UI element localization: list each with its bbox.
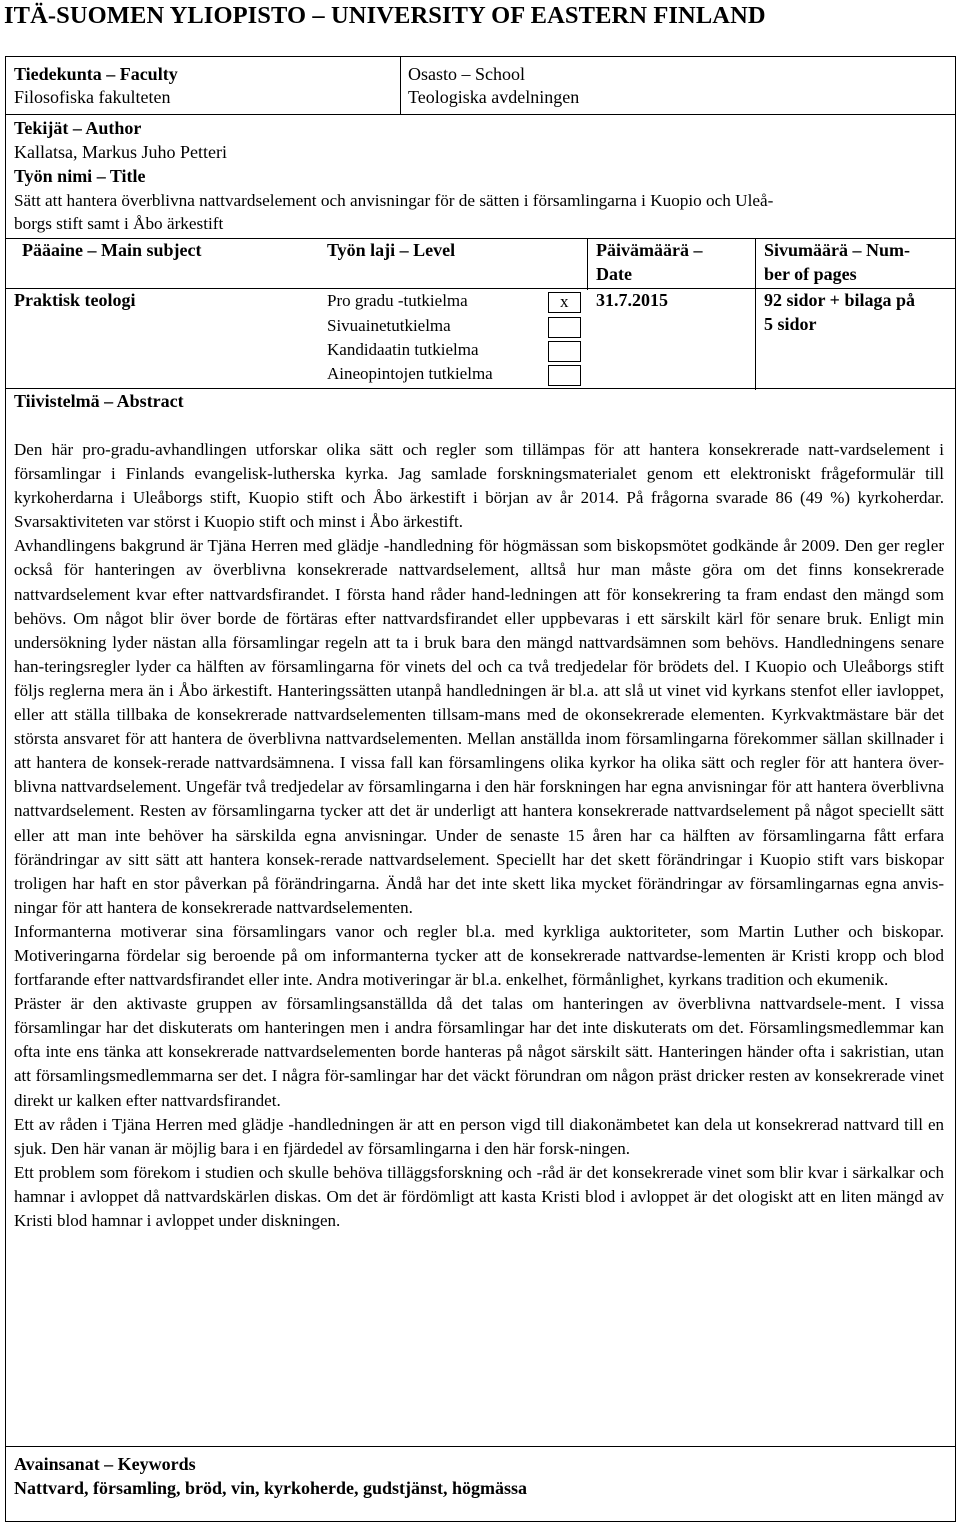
abstract-paragraph: Den här pro-gradu-avhandlingen utforskar olika sätt och regler som tillämpas för att hantera konsekrerade natt-vardselement i församlingar i Finlands evangelisk-lutherska kyrka. Jag samlade forskningsmaterialet genom ett elektroniskt frågeformulär till kyrkoherdarna i Uleåborgs stift, Kuopio stift och Åbo ärkestift i början av år 2014. På frågorna svarade 86 (49 %) kyrkoherdar. Svarsaktiviteten var störst i Kuopio stift och minst i Åbo ärkestift. (14, 440, 944, 532)
abstract-paragraph: Ett av råden i Tjäna Herren med glädje -handledningen är att en person vigd till diakonämbetet kan dela ut konsekrerad nattvard till en sjuk. Den här vanan är möjlig bara i en fjärdedel av församlingarna i den här forsk-ningen. (14, 1114, 944, 1158)
author-label: Tekijät – Author (14, 118, 142, 138)
pages-label-line-1: Sivumäärä – Num- (764, 240, 911, 260)
level-option-pro-gradu: Pro gradu -tutkielma (327, 291, 468, 310)
abstract-body (14, 438, 944, 1233)
date-label-line-2: Date (596, 264, 632, 284)
abstract-paragraph: Präster är den aktivaste gruppen av församlingsanställda då det talas om hanteringen av överblivna nattvardsele-ment. I vissa församlingar har det diskuterats om hanteringen men i andra församlingar har det inte diskuterats om det. Församlingsmedlemmar kan ofta inte ens tänka att konsekrerade nattvardselementen borde hanteras på något särskilt sätt. Hanteringen händer ofta i sakristian, utan att församlingsmedlemmarna ser det. I några för-samlingar har det väckt förundran om någon präst dricker resten av konsekrerade vinet direkt ur kalken efter nattvardsfirandet. (14, 994, 944, 1110)
university-header: ITÄ-SUOMEN YLIOPISTO – UNIVERSITY OF EASTERN FINLAND (4, 2, 766, 29)
author-value: Kallatsa, Markus Juho Petteri (14, 142, 227, 162)
divider-level-date (587, 238, 588, 290)
divider-date-pages (755, 238, 756, 390)
title-line-1: Sätt att hantera överblivna nattvardselement och anvisningar för de sätten i församlingarna i Kuopio och Uleå- (14, 191, 774, 210)
divider-keywords (5, 1446, 956, 1447)
divider-faculty-school (400, 56, 401, 114)
school-label: Osasto – School (408, 64, 525, 84)
pages-label-line-2: ber of pages (764, 264, 857, 284)
subject-label: Pääaine – Main subject (22, 240, 202, 260)
school-value: Teologiska avdelningen (408, 87, 580, 107)
pages-value-line-1: 92 sidor + bilaga på (764, 290, 915, 310)
divider-author (5, 114, 956, 115)
checkbox-mark: x (560, 292, 569, 311)
title-label: Työn nimi – Title (14, 166, 146, 186)
faculty-value: Filosofiska fakulteten (14, 87, 171, 107)
level-option-kandidaatin: Kandidaatin tutkielma (327, 340, 479, 359)
keywords-label: Avainsanat – Keywords (14, 1454, 196, 1474)
level-checkbox-aineopintojen (548, 365, 581, 386)
pages-value-line-2: 5 sidor (764, 314, 817, 334)
abstract-paragraph: Ett problem som förekom i studien och skulle behöva tilläggsforskning och -råd är det konsekrerade vinet som blir kvar i särkalkar och hamnar i avloppet då nattvardskärlen diskas. Om det är fördömligt att kasta Kristi blod i avloppet är det ologiskt att en liten mängd av Kristi blod hamnar i avloppet under diskningen. (14, 1162, 944, 1230)
level-checkbox-kandidaatin (548, 341, 581, 362)
date-value: 31.7.2015 (596, 290, 668, 310)
title-line-2: borgs stift samt i Åbo ärkestift (14, 214, 224, 233)
abstract-paragraph: Avhandlingens bakgrund är Tjäna Herren med glädje -handledning för högmässan som biskopsmötet godkände år 2009. Den ger regler också för hanteringen av överblivna konsekrerade nattvardselement, alltså hur man måste göra om det finns konsekrerade nattvardselement kvar efter nattvardsfirandet. I första hand råder hand-ledningen att för konsekrering ta fram endast den mängd som behövs. Om något blir över borde de förtäras efter nattvardsfirandet eller uppbevaras i ett särskilt kärl för senare bruk. Enligt min undersökning lyder nästan alla församlingar regeln att ta i bruk bara den mängd nattvardsämnen som behövs. Handledningens senare han-teringsregler lyder ca hälften av församlingarna för vinets del och ca två tredjedelar för brödets del. I Kuopio och Uleåborgs stift följs reglerna mera än i Åbo ärkestift. Hanteringssätten utanpå handledningen är bl.a. att slå ut vinet vid kyrkans stenfot eller iavloppet, eller att ställa tillbaka de konsekrerade nattvardselementen tillsam-mans med de okonsekrerade elementen. Kyrkvaktmästare bär det största ansvaret för att hantera de överblivna nattvardselementen. Mellan anställda inom församlingarna förekommer sällan skillnader i att hantera de konsek-rerade nattvardsämnena. I vissa fall kan församlingens olika kyrkor ha olika sätt och regler för att hantera över-blivna nattvardselement. Ungefär två tredjedelar av församlingarna i den här forskningen har egna anvisningar för att hantera överblivna nattvardselement. Resten av församlingarna tycker att det är underligt att hantera konsekrerade nattvardselement på något speciellt sätt eller att man inte behöver ha särskilda egna anvisningar. Under de senaste 15 åren har ca hälften av församlingarna fått erfara förändringar av sitt sätt att hantera konsek-rerade nattvardselement. Speciellt har det skett förändringar i Kuopio stift vars biskopar troligen har haft en stor påverkan på förändringarna. Ändå har det inte skett lika mycket förändringar av församlingarnas egna anvis-ningar för att hantera de konsekrerade nattvardselementen. (14, 536, 944, 917)
level-checkbox-pro-gradu (548, 292, 581, 313)
abstract-paragraph: Informanterna motiverar sina församlingars vanor och regler bl.a. med kyrkliga auktoriteter, som Martin Luther och biskopar. Motiveringarna fördelar sig beroende på om informanterna tycker att de konsekrerade nattvardse-lementen är Kristi kropp och blod fortfarande efter nattvardsfirandet eller inte. Andra motiveringar är bl.a. enkelhet, förmånlighet, kyrkans tradition och ekumenik. (14, 921, 944, 990)
level-option-aineopintojen: Aineopintojen tutkielma (327, 364, 493, 383)
level-label: Työn laji – Level (327, 240, 456, 260)
level-checkbox-sivuaine (548, 317, 581, 338)
subject-value: Praktisk teologi (14, 290, 136, 310)
keywords-value: Nattvard, församling, bröd, vin, kyrkoherde, gudstjänst, högmässa (14, 1478, 528, 1498)
faculty-label: Tiedekunta – Faculty (14, 64, 178, 84)
date-label-line-1: Päivämäärä – (596, 240, 703, 260)
level-option-sivuaine: Sivuainetutkielma (327, 316, 451, 335)
abstract-label: Tiivistelmä – Abstract (14, 391, 184, 411)
